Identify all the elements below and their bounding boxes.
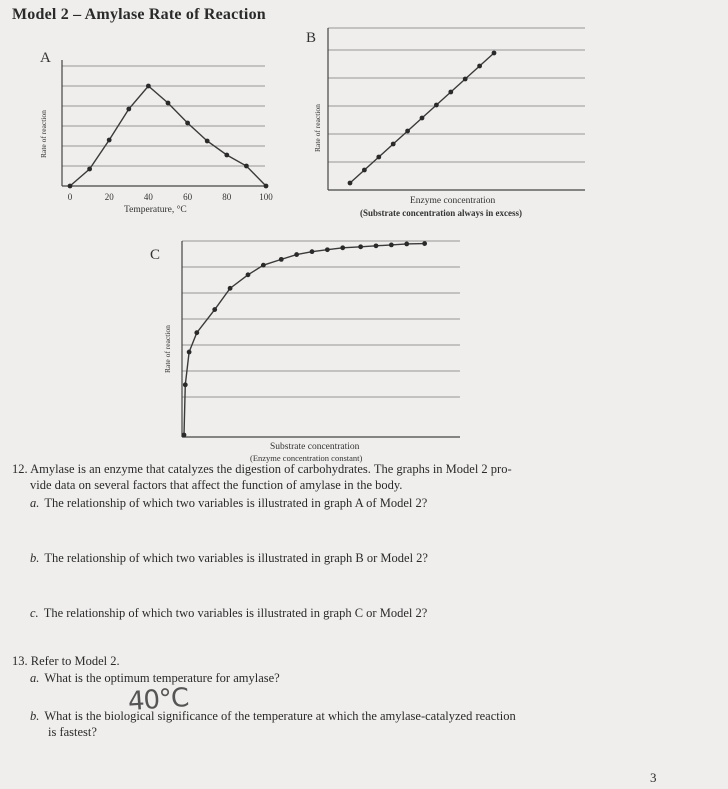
question-13b-text-line2: is fastest? [48,725,97,739]
chart-a-point [126,107,131,112]
question-13-number: 13. [12,654,28,668]
chart-a-label: A [40,50,51,66]
chart-c-point [246,272,251,277]
chart-a-point [185,121,190,126]
question-13b-line1 [30,708,720,724]
question-12-intro [12,461,712,477]
chart-b-point [448,90,453,95]
chart-a-tick-label: 100 [259,192,273,202]
chart-a-point [87,167,92,172]
question-12c-text: The relationship of which two variables is illustrated in graph C or Model 2? [43,606,428,620]
chart-c-grid [182,241,460,397]
chart-a-point [205,139,210,144]
question-12b-text: The relationship of which two variables is illustrated in graph B or Model 2? [44,551,428,565]
question-12-number: 12. [12,462,28,476]
question-13-text: Refer to Model 2. [30,654,120,668]
question-12-text-line2: vide data on several factors that affect the function of amylase in the body. [30,478,403,492]
chart-b-enzyme [300,20,590,225]
chart-b-grid [328,28,585,162]
chart-b-point [362,168,367,173]
question-13b-text-line1: What is the biological significance of the temperature at which the amylase-catalyzed reaction [44,709,516,723]
chart-a-temperature [20,40,290,220]
question-12a-letter: a. [30,496,40,510]
question-12c-letter: c. [30,606,39,620]
question-13a [30,670,280,686]
question-13b [30,708,720,740]
chart-b-point [477,64,482,69]
chart-c-point [325,247,330,252]
chart-c-point [340,245,345,250]
chart-a-point [166,101,171,106]
chart-c-series-line [184,244,425,435]
chart-b-point [405,129,410,134]
page-title: Model 2 – Amylase Rate of Reaction [12,6,266,23]
question-12a [30,495,427,511]
question-13b-letter: b. [30,709,40,723]
question-12-text-line1: Amylase is an enzyme that catalyzes the digestion of carbohydrates. The graphs in Model 2 pro- [30,462,512,476]
question-13 [12,653,120,669]
chart-a-ylabel: Rate of reaction [39,110,48,158]
chart-b-label: B [306,30,317,46]
chart-b-point [463,77,468,82]
chart-a-tick-label: 20 [104,192,114,202]
chart-c-label: C [150,247,161,263]
chart-a-grid [62,66,265,166]
chart-c-point [294,252,299,257]
question-13a-text: What is the optimum temperature for amylase? [44,671,280,685]
chart-c-point [310,249,315,254]
chart-b-point [376,155,381,160]
chart-b-point [391,142,396,147]
chart-c-point [279,257,284,262]
chart-b-subtitle: (Substrate concentration always in excess) [360,208,522,218]
chart-a-tick-label: 80 [222,192,232,202]
chart-b-point [434,103,439,108]
chart-c-point [187,350,192,355]
chart-c-point [182,433,187,438]
chart-c-point [261,263,266,268]
question-12a-text: The relationship of which two variables is illustrated in graph A of Model 2? [44,496,428,510]
chart-a-point [264,184,269,189]
chart-b-point [348,181,353,186]
handwritten-answer-13a: 40°C [127,682,190,718]
chart-c-point [358,244,363,249]
chart-a-point [244,164,249,169]
chart-b-point [492,51,497,56]
chart-c-subtitle: (Enzyme concentration constant) [250,453,363,463]
chart-c-point [389,242,394,247]
chart-c-substrate [140,225,470,470]
question-12b-letter: b. [30,551,40,565]
chart-a-point [146,84,151,89]
chart-c-point [194,330,199,335]
chart-c-point [183,382,188,387]
chart-c-ylabel: Rate of reaction [163,325,172,373]
chart-c-point [422,241,427,246]
question-12 [12,461,712,493]
question-12b [30,550,428,566]
chart-b-point [420,116,425,121]
page-number: 3 [650,770,657,785]
chart-a-point [224,153,229,158]
chart-a-tick-label: 0 [67,192,73,202]
chart-b-xlabel: Enzyme concentration [410,196,496,206]
chart-a-xlabel: Temperature, °C [124,205,187,215]
chart-a-point [107,138,112,143]
chart-c-xlabel: Substrate concentration [270,442,360,452]
chart-c-point [212,307,217,312]
question-12c [30,605,427,621]
chart-c-point [404,242,409,247]
chart-b-ylabel: Rate of reaction [313,104,322,152]
chart-a-point [68,184,73,189]
question-13a-letter: a. [30,671,40,685]
chart-a-tick-label: 40 [143,192,153,202]
chart-c-point [228,286,233,291]
chart-c-point [374,243,379,248]
chart-a-tick-label: 60 [183,192,193,202]
